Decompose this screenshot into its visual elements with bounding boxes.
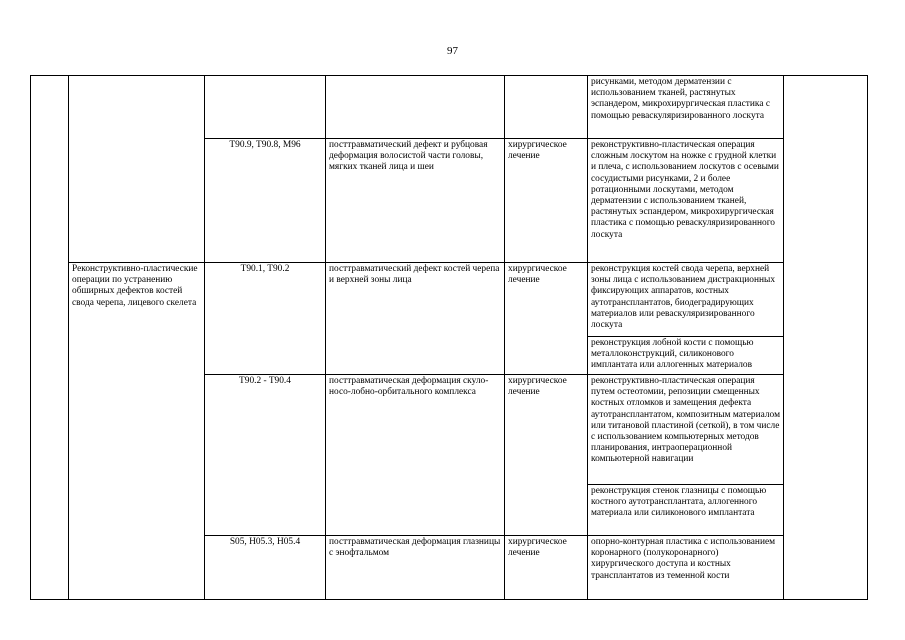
treatment-cell xyxy=(505,76,588,139)
treatment-cell: хирургическое лечение xyxy=(505,263,588,375)
diagnosis-cell: посттравматический дефект костей черепа и верхней зоны лица xyxy=(326,263,505,375)
diagnosis-cell: посттравматический дефект и рубцовая деформация волосистой части головы, мягких тканей лица и шеи xyxy=(326,139,505,263)
method-cell: реконструктивно-пластическая операция сложным лоскутом на ножке с грудной клетки и плеча, с использованием лоскутов с осевыми сосудистыми рисунками, 2 и более ротационными лоскутами, методом дерматензии с использованием тканей, растянутых эспандером, микрохирургическая пластика с помощью реваскуляризированного лоскута xyxy=(588,139,784,263)
table-row xyxy=(31,76,868,139)
codes-cell xyxy=(205,76,326,139)
treatment-cell: хирургическое лечение xyxy=(505,375,588,536)
method-cell: реконструкция костей свода черепа, верхней зоны лица с использованием дистракционных фиксирующих аппаратов, костных аутотрансплантатов, биодеградирующих материалов или реваскуляризированного лоскута xyxy=(588,263,784,337)
diagnosis-cell: посттравматическая деформация глазницы с энофтальмом xyxy=(326,536,505,600)
table-row xyxy=(31,263,868,337)
treatment-cell: хирургическое лечение xyxy=(505,536,588,600)
index-cell xyxy=(31,76,69,600)
treatment-cell: хирургическое лечение xyxy=(505,139,588,263)
codes-cell: T90.9, T90.8, M96 xyxy=(205,139,326,263)
method-cell: рисунками, методом дерматензии с использованием тканей, растянутых эспандером, микрохирургическая пластика с помощью реваскуляризированного лоскута xyxy=(588,76,784,139)
procedures-table xyxy=(30,75,868,600)
method-cell: опорно-контурная пластика с использованием коронарного (полукоронарного) хирургического доступа и костных трансплантатов из теменной кости xyxy=(588,536,784,600)
codes-cell: T90.1, T90.2 xyxy=(205,263,326,375)
group-cell: Реконструктивно-пластические операции по устранению обширных дефектов костей свода черепа, лицевого скелета xyxy=(69,263,205,600)
method-cell: реконструкция лобной кости с помощью металлоконструкций, силиконового имплантата или аллогенных материалов xyxy=(588,337,784,375)
codes-cell: T90.2 - T90.4 xyxy=(205,375,326,536)
method-cell: реконструктивно-пластическая операция путем остеотомии, репозиции смещенных костных отломков и замещения дефекта аутотрансплантатом, композитным материалом или титановой пластиной (сеткой), в том числе с использованием компьютерных методов планирования, интраоперационной компьютерной навигации xyxy=(588,375,784,485)
page-number: 97 xyxy=(447,45,458,57)
codes-cell: S05, H05.3, H05.4 xyxy=(205,536,326,600)
group-cell xyxy=(69,76,205,263)
method-cell: реконструкция стенок глазницы с помощью костного аутотрансплантата, аллогенного материала или силиконового имплантата xyxy=(588,485,784,536)
diagnosis-cell xyxy=(326,76,505,139)
diagnosis-cell: посттравматическая деформация скуло-носо-лобно-орбитального комплекса xyxy=(326,375,505,536)
tariff-cell xyxy=(784,76,868,600)
